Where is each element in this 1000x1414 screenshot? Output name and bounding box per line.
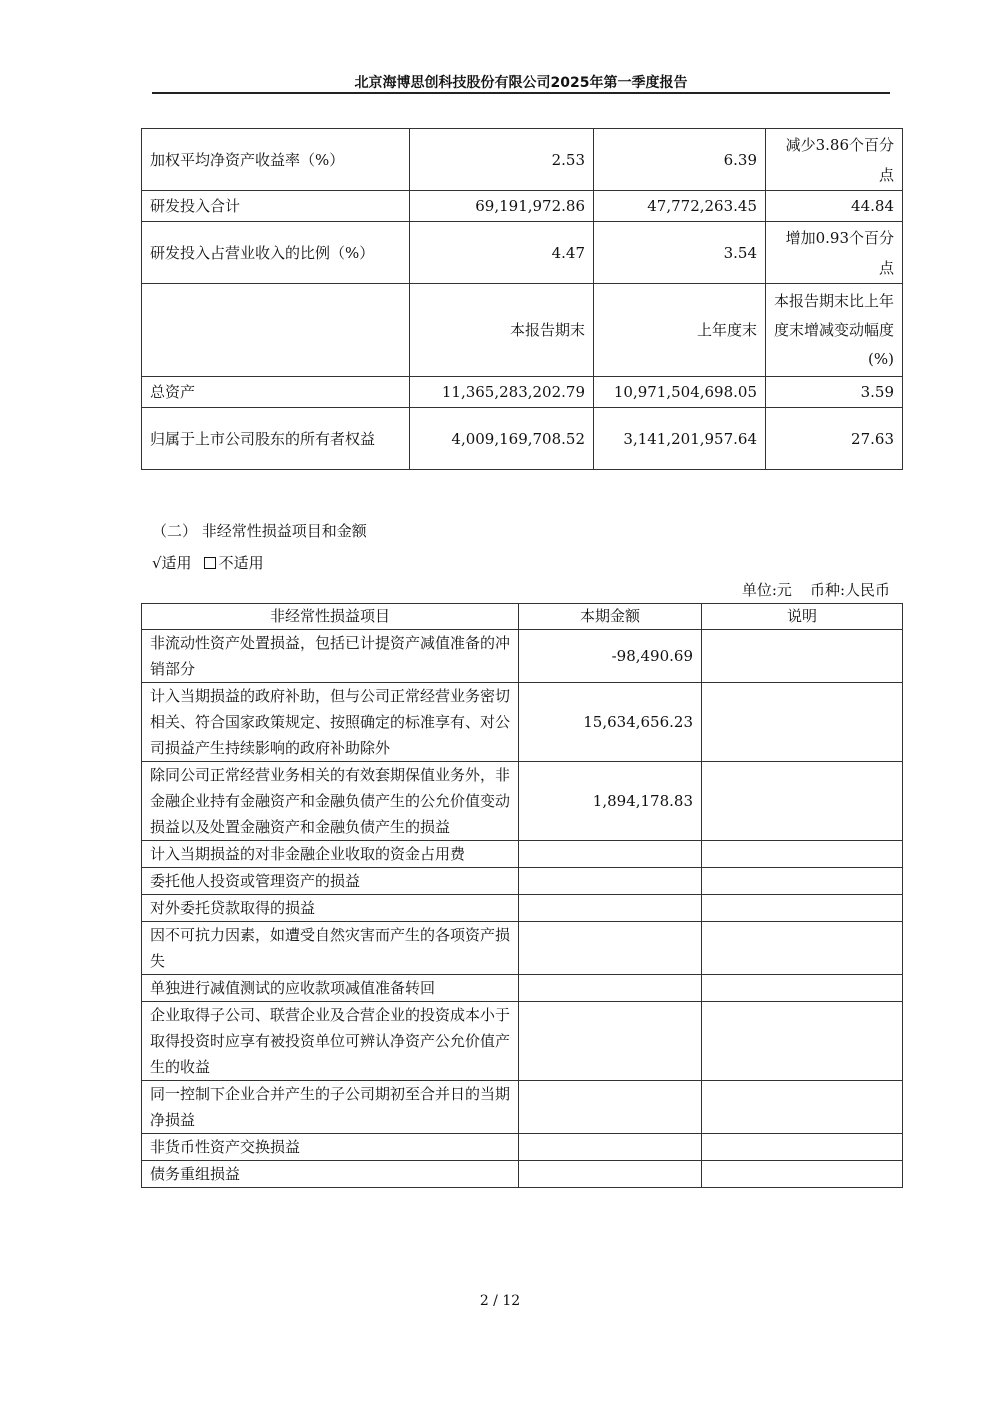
unit-currency-line [724, 579, 890, 600]
note-cell [702, 630, 903, 683]
table-row [142, 895, 903, 922]
amount-cell [519, 841, 702, 868]
table-row [142, 868, 903, 895]
note-cell [702, 841, 903, 868]
table-subheader-row [142, 284, 903, 377]
item-label: 对外委托贷款取得的损益 [142, 895, 519, 922]
table-row [142, 683, 903, 762]
cell-value: 4.47 [410, 222, 594, 284]
page-number: 2 / 12 [479, 1293, 521, 1309]
table-row [142, 191, 903, 222]
cell-value: 10,971,504,698.05 [594, 377, 766, 408]
row-label: 加权平均净资产收益率（%） [142, 129, 410, 191]
note-cell [702, 683, 903, 762]
cell-value: 3,141,201,957.64 [594, 408, 766, 470]
note-cell [702, 1161, 903, 1188]
item-label: 同一控制下企业合并产生的子公司期初至合并日的当期净损益 [142, 1081, 519, 1134]
currency-label: 币种:人民币 [809, 581, 890, 599]
amount-cell [519, 1161, 702, 1188]
column-header: 非经常性损益项目 [142, 604, 519, 630]
note-cell [702, 1081, 903, 1134]
item-label: 因不可抗力因素，如遭受自然灾害而产生的各项资产损失 [142, 922, 519, 975]
table-row [142, 762, 903, 841]
table-row [142, 975, 903, 1002]
item-label: 单独进行减值测试的应收款项减值准备转回 [142, 975, 519, 1002]
amount-cell [519, 1134, 702, 1161]
table-row [142, 129, 903, 191]
item-label: 委托他人投资或管理资产的损益 [142, 868, 519, 895]
cell-value: 3.54 [594, 222, 766, 284]
table-header-row [142, 604, 903, 630]
table-row [142, 408, 903, 470]
not-applicable-label: 不适用 [218, 554, 264, 572]
report-header-title: 北京海博思创科技股份有限公司2025年第一季度报告 [354, 75, 688, 91]
amount-cell [519, 1002, 702, 1081]
column-header: 上年度末 [594, 284, 766, 377]
amount-cell: 15,634,656.23 [519, 683, 702, 762]
column-header: 本报告期末 [410, 284, 594, 377]
note-cell [702, 868, 903, 895]
note-cell [702, 922, 903, 975]
item-label: 债务重组损益 [142, 1161, 519, 1188]
amount-cell [519, 895, 702, 922]
item-label: 非流动性资产处置损益，包括已计提资产减值准备的冲销部分 [142, 630, 519, 683]
cell-value: 27.63 [766, 408, 903, 470]
unit-label: 单位:元 [741, 581, 792, 599]
cell-value: 44.84 [766, 191, 903, 222]
cell-value: 6.39 [594, 129, 766, 191]
column-header: 本期金额 [519, 604, 702, 630]
column-header: 本报告期末比上年度末增减变动幅度(%) [766, 284, 903, 377]
item-label: 计入当期损益的对非金融企业收取的资金占用费 [142, 841, 519, 868]
note-cell [702, 895, 903, 922]
table-row [142, 841, 903, 868]
item-label: 非货币性资产交换损益 [142, 1134, 519, 1161]
empty-cell [142, 284, 410, 377]
cell-value: 47,772,263.45 [594, 191, 766, 222]
applicability-line [152, 552, 264, 573]
row-label: 归属于上市公司股东的所有者权益 [142, 408, 410, 470]
amount-cell [519, 922, 702, 975]
cell-value: 69,191,972.86 [410, 191, 594, 222]
cell-value: 11,365,283,202.79 [410, 377, 594, 408]
row-label: 总资产 [142, 377, 410, 408]
applicable-checked: √适用 [152, 554, 192, 572]
cell-value: 增加0.93个百分点 [766, 222, 903, 284]
row-label: 研发投入合计 [142, 191, 410, 222]
item-label: 除同公司正常经营业务相关的有效套期保值业务外，非金融企业持有金融资产和金融负债产生的公允价值变动损益以及处置金融资产和金融负债产生的损益 [142, 762, 519, 841]
amount-cell: -98,490.69 [519, 630, 702, 683]
note-cell [702, 1002, 903, 1081]
item-label: 企业取得子公司、联营企业及合营企业的投资成本小于取得投资时应享有被投资单位可辨认净资产公允价值产生的收益 [142, 1002, 519, 1081]
note-cell [702, 762, 903, 841]
note-cell [702, 975, 903, 1002]
checkbox-empty-icon [204, 557, 216, 569]
table-row [142, 1081, 903, 1134]
column-header: 说明 [702, 604, 903, 630]
key-financial-table [141, 128, 903, 470]
table-row [142, 922, 903, 975]
table-row [142, 630, 903, 683]
row-label: 研发投入占营业收入的比例（%） [142, 222, 410, 284]
table-row [142, 222, 903, 284]
table-row [142, 1134, 903, 1161]
header-divider [152, 92, 890, 94]
item-label: 计入当期损益的政府补助，但与公司正常经营业务密切相关、符合国家政策规定、按照确定的标准享有、对公司损益产生持续影响的政府补助除外 [142, 683, 519, 762]
table-row [142, 1161, 903, 1188]
cell-value: 3.59 [766, 377, 903, 408]
amount-cell [519, 868, 702, 895]
amount-cell [519, 1081, 702, 1134]
cell-value: 2.53 [410, 129, 594, 191]
amount-cell [519, 975, 702, 1002]
table-row [142, 1002, 903, 1081]
section-title: （二） 非经常性损益项目和金额 [152, 522, 367, 540]
cell-value: 减少3.86个百分点 [766, 129, 903, 191]
note-cell [702, 1134, 903, 1161]
cell-value: 4,009,169,708.52 [410, 408, 594, 470]
table-row [142, 377, 903, 408]
non-recurring-items-table [141, 603, 903, 1188]
amount-cell: 1,894,178.83 [519, 762, 702, 841]
